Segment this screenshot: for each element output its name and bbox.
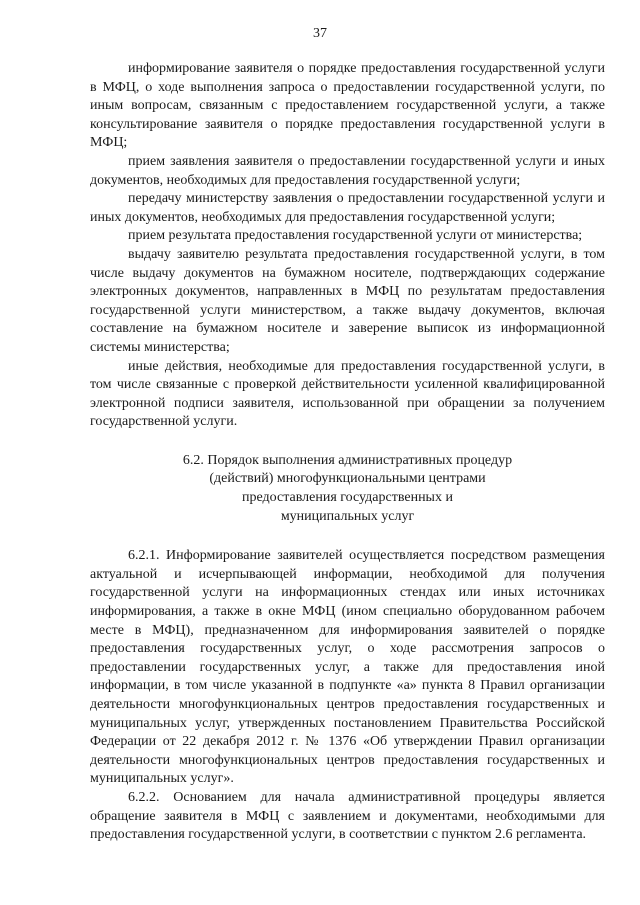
paragraph: 6.2.2. Основанием для начала административной процедуры является обращение заявителя в МФЦ с заявлением и документами, необходимыми для предоставления государственной услуги, в соответствии с пунктом 2.6 регламента. [90, 789, 605, 843]
section-heading-line: муниципальных услуг [280, 508, 415, 524]
list-item: информирование заявителя о порядке предоставления государственной услуги в МФЦ, о ходе выполнения запроса о предоставлении государственной услуги, по иным вопросам, связанным с предоставлением государственной услуги, а также консультирование заявителя о порядке предоставления государственной услуги в МФЦ; [90, 61, 605, 151]
list-item: прием заявления заявителя о предоставлении государственной услуги и иных документов, необходимых для предоставления государственной услуги; [90, 153, 605, 188]
section-heading [90, 452, 605, 526]
actions-list [90, 60, 605, 432]
list-item: иные действия, необходимые для предоставления государственной услуги, в том числе связанные с проверкой действительности усиленной квалифицированной электронной подписи заявителя, использованной при обращении за получением государственной услуги. [90, 358, 605, 430]
list-item: выдачу заявителю результата предоставления государственной услуги, в том числе выдачу документов на бумажном носителе, подтверждающих содержание электронных документов, направленных в МФЦ по результатам предоставления государственной услуги министерством, а также выдачу документов, включая составление на бумажном носителе и заверение выписок из информационной системы министерства; [90, 246, 605, 355]
section-heading-line: (действий) многофункциональными центрами [209, 471, 486, 487]
section-heading-line: 6.2. Порядок выполнения административных процедур [182, 452, 513, 468]
page-number: 37 [313, 26, 327, 41]
section-paragraphs [90, 547, 605, 845]
paragraph: 6.2.1. Информирование заявителей осуществляется посредством размещения актуальной и исчерпывающей информации, необходимой для получения государственной услуги на информационных стендах или иных источниках информирования, а также в окне МФЦ (ином специально оборудованном рабочем месте в МФЦ), предназначенном для информирования заявителей о порядке предоставления государственных услуг, о ходе рассмотрения запросов о предоставлении государственных услуг, а также для предоставления иной информации, в том числе указанной в подпункте «а» пункта 8 Правил организации деятельности многофункциональных центров предоставления государственных и муниципальных услуг, утвержденных постановлением Правительства Российской Федерации от 22 декабря 2012 г. № 1376 «Об утверждении Правил организации деятельности многофункциональных центров предоставления государственных и муниципальных услуг». [90, 548, 605, 787]
list-item: передачу министерству заявления о предоставлении государственной услуги и иных документов, необходимых для предоставления государственной услуги; [90, 191, 605, 225]
list-item: прием результата предоставления государственной услуги от министерства; [128, 228, 583, 244]
document-body [90, 60, 605, 845]
section-heading-line: предоставления государственных и [242, 490, 453, 506]
